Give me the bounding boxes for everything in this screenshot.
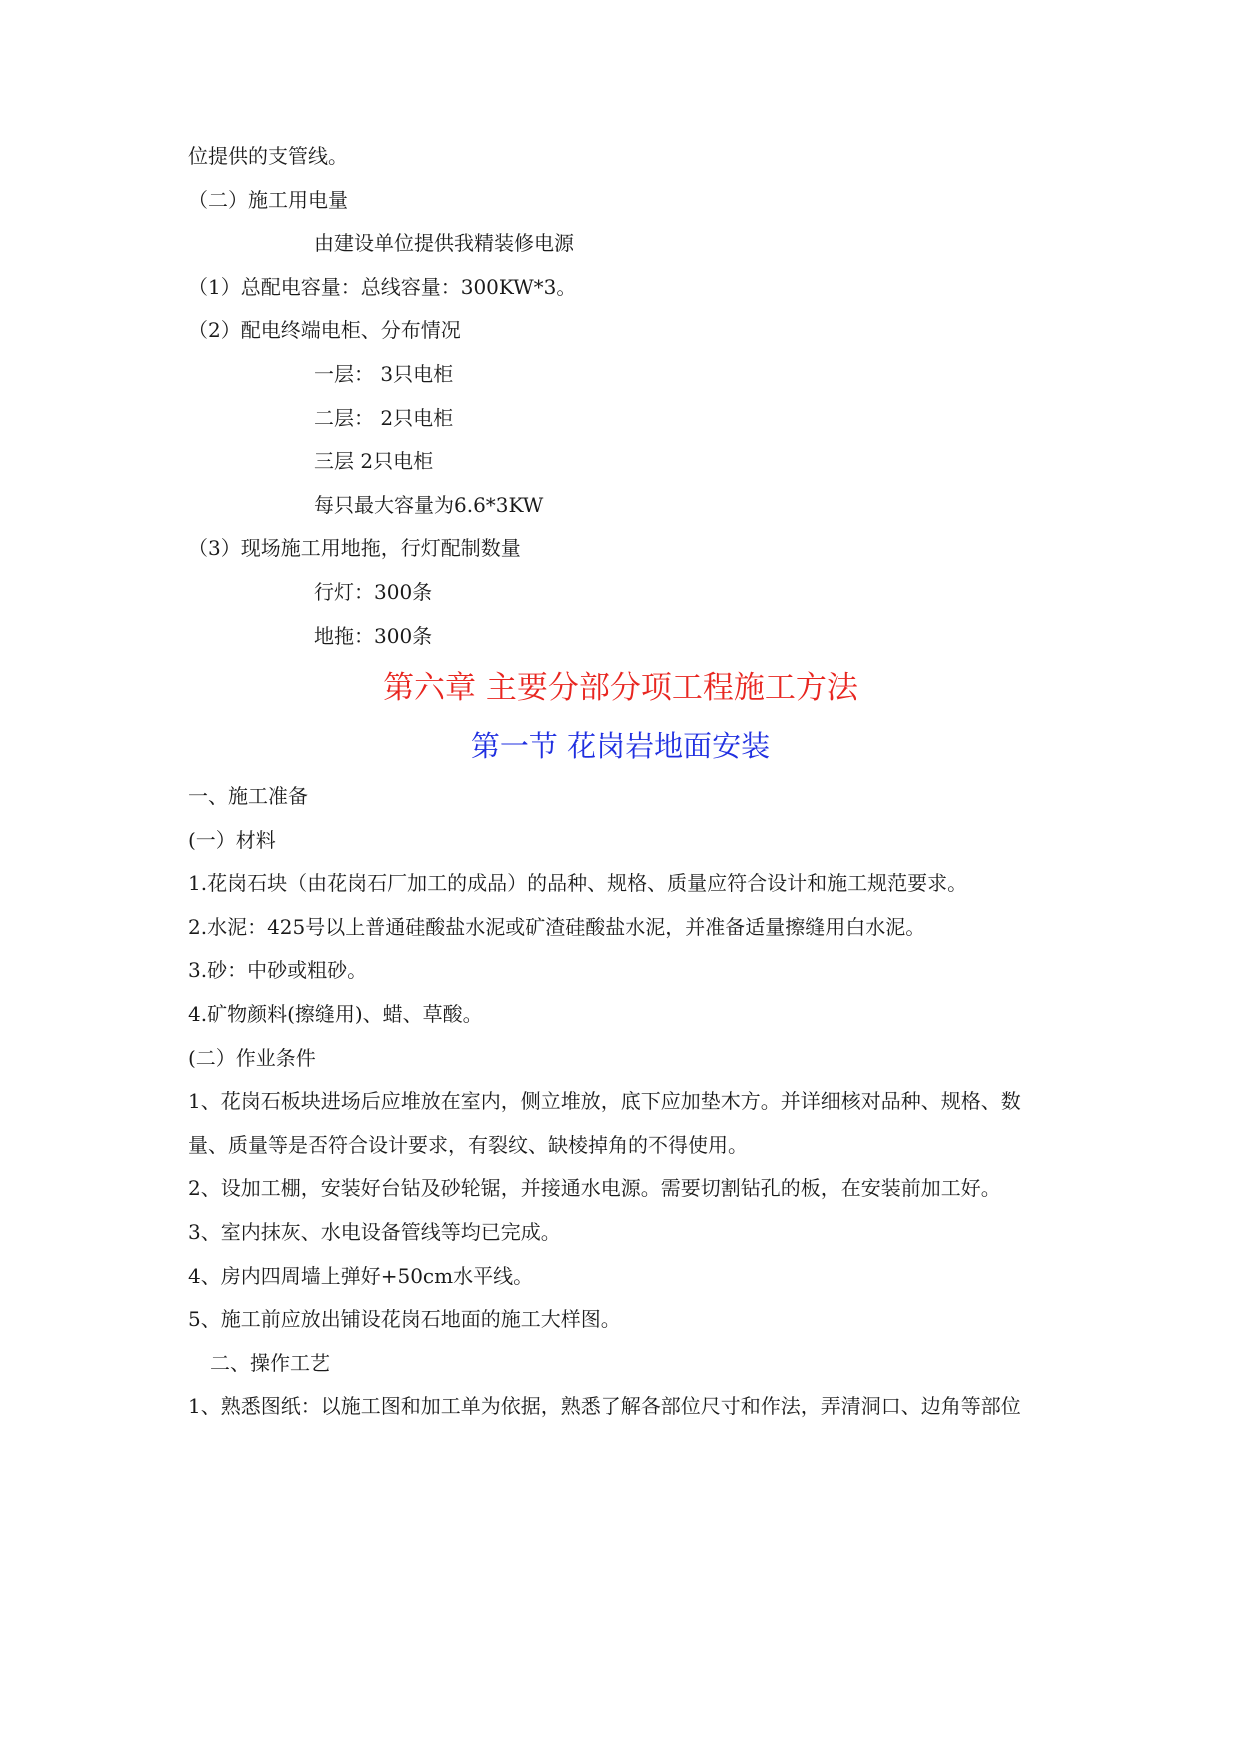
text-line <box>0 1174 1241 1202</box>
text-line <box>0 142 1241 170</box>
text-line-content: 三层 2只电柜 <box>314 449 434 474</box>
text-line <box>0 1087 1241 1115</box>
text-line-content: 4.矿物颜料(擦缝用)、蜡、草酸。 <box>188 1002 483 1026</box>
text-line-content: 地拖：300条 <box>314 623 433 648</box>
text-line <box>0 869 1241 897</box>
chapter-title: 第六章 主要分部分项工程施工方法 <box>383 670 858 706</box>
text-line-content: 一、施工准备 <box>188 784 308 808</box>
text-line-content: 2.水泥：425号以上普通硅酸盐水泥或矿渣硅酸盐水泥，并准备适量擦缝用白水泥。 <box>188 914 926 939</box>
text-line <box>0 826 1241 854</box>
text-line <box>0 229 1241 257</box>
text-line <box>0 186 1241 214</box>
text-line-content: 二、操作工艺 <box>210 1350 330 1375</box>
text-line-content: (二）作业条件 <box>188 1045 316 1070</box>
text-line <box>0 447 1241 475</box>
text-line <box>0 782 1241 810</box>
text-line <box>0 1392 1241 1420</box>
text-line-content: 每只最大容量为6.6*3KW <box>314 492 544 517</box>
text-line-content: 3.砂：中砂或粗砂。 <box>188 958 368 983</box>
section-title: 第一节 花岗岩地面安装 <box>470 729 771 763</box>
text-line-content: 量、质量等是否符合设计要求，有裂纹、缺棱掉角的不得使用。 <box>188 1132 748 1157</box>
text-line <box>0 1131 1241 1159</box>
text-line-content: （3）现场施工用地拖，行灯配制数量 <box>188 536 521 561</box>
text-line-content: 一层： 3只电柜 <box>314 362 454 386</box>
text-line-content: 1.花岗石块（由花岗石厂加工的成品）的品种、规格、质量应符合设计和施工规范要求。 <box>188 871 968 896</box>
text-line-content: (一）材料 <box>188 827 276 852</box>
text-line-content: （2）配电终端电柜、分布情况 <box>188 318 461 343</box>
text-line <box>0 622 1241 650</box>
text-line <box>0 913 1241 941</box>
text-line <box>0 534 1241 562</box>
text-line-content: 二层： 2只电柜 <box>314 405 454 430</box>
text-line-content: 3、室内抹灰、水电设备管线等均已完成。 <box>188 1220 561 1244</box>
text-line <box>0 273 1241 301</box>
text-line-content: （1）总配电容量：总线容量：300KW*3。 <box>188 274 577 299</box>
text-line-content: 位提供的支管线。 <box>188 144 348 168</box>
text-line <box>0 1349 1241 1377</box>
text-line-content: 由建设单位提供我精装修电源 <box>314 231 574 256</box>
text-line <box>0 1305 1241 1333</box>
text-line <box>0 360 1241 388</box>
text-line <box>0 578 1241 606</box>
text-line-content: 5、施工前应放出铺设花岗石地面的施工大样图。 <box>188 1307 621 1332</box>
text-line-content: 1、熟悉图纸：以施工图和加工单为依据，熟悉了解各部位尺寸和作法，弄清洞口、边角等部位 <box>188 1394 1021 1419</box>
text-line <box>0 1044 1241 1072</box>
text-line-content: 行灯：300条 <box>314 580 433 604</box>
text-line-content: 2、设加工棚，安装好台钻及砂轮锯，并接通水电源。需要切割钻孔的板，在安装前加工好。 <box>188 1176 1001 1201</box>
text-line-content: （二）施工用电量 <box>188 187 348 212</box>
text-line <box>0 1000 1241 1028</box>
text-line-content: 1、花岗石板块进场后应堆放在室内，侧立堆放，底下应加垫木方。并详细核对品种、规格、数 <box>188 1089 1021 1114</box>
text-line <box>0 1262 1241 1290</box>
text-line <box>0 491 1241 519</box>
text-line <box>0 316 1241 344</box>
text-line <box>0 404 1241 432</box>
text-line <box>0 1218 1241 1246</box>
text-line <box>0 956 1241 984</box>
text-line-content: 4、房内四周墙上弹好+50cm水平线。 <box>188 1263 534 1288</box>
